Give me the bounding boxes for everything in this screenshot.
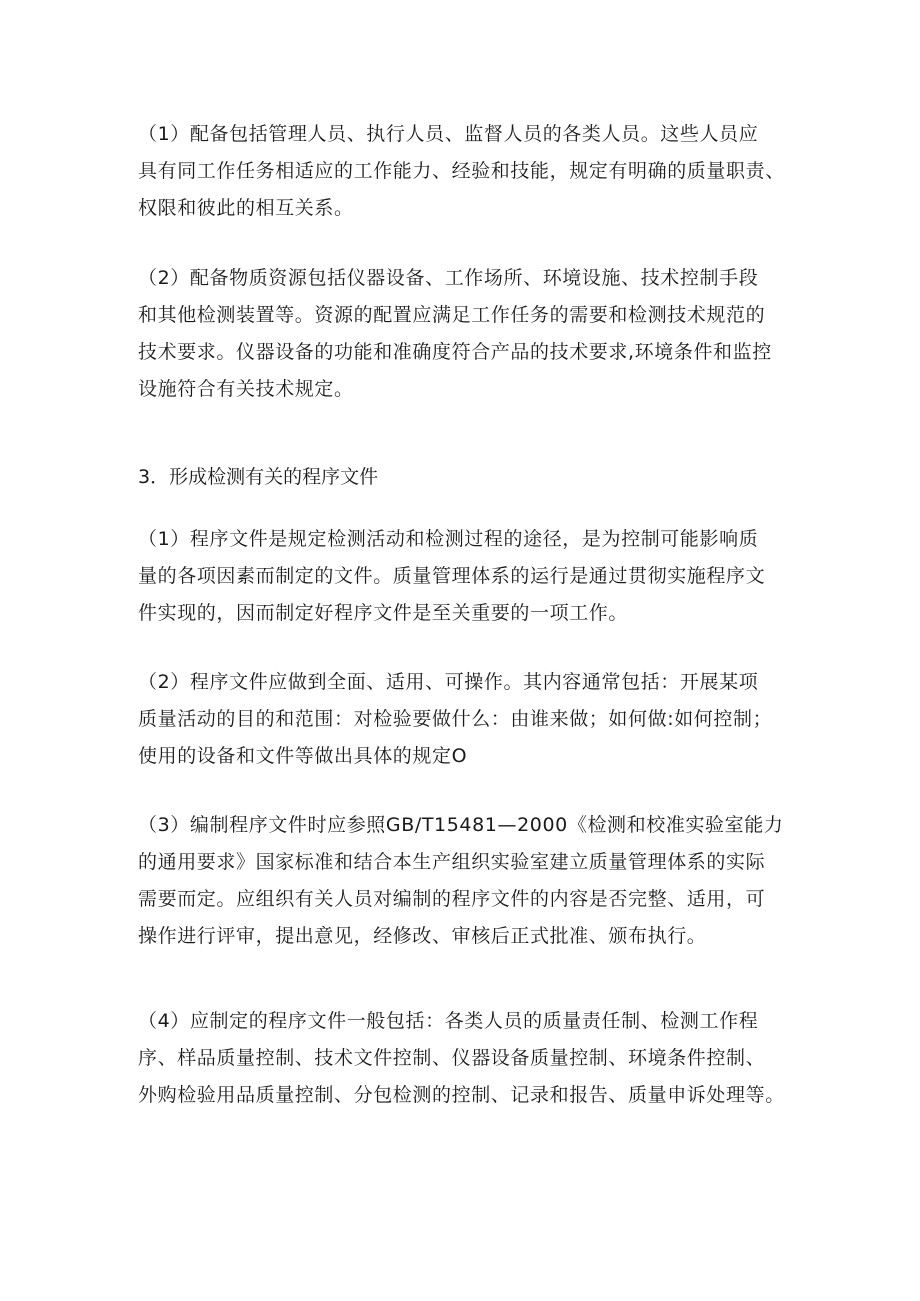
paragraph-procedure-standard (138, 807, 798, 955)
text-line: （4）应制定的程序文件一般包括：各类人员的质量责任制、检测工作程 (138, 1010, 759, 1032)
text-line: 权限和彼此的相互关系。 (138, 197, 354, 219)
text-line: （2）配备物质资源包括仪器设备、工作场所、环境设施、技术控制手段 (138, 267, 759, 289)
text-line: 操作进行评审，提出意见，经修改、审核后正式批准、颁布执行。 (138, 925, 707, 947)
paragraph-procedure-list (138, 1003, 798, 1114)
text-line: 具有同工作任务相适应的工作能力、经验和技能，规定有明确的质量职责、 (138, 160, 785, 182)
text-line: （3）编制程序文件时应参照GB/T15481—2000《检测和校准实验室能力 (138, 814, 784, 836)
text-line: 需要而定。应组织有关人员对编制的程序文件的内容是否完整、适用，可 (138, 888, 766, 910)
text-line: 质量活动的目的和范围：对检验要做什么：由谁来做；如何做:如何控制； (138, 708, 773, 730)
text-line: 使用的设备和文件等做出具体的规定O (138, 745, 468, 767)
text-line: （2）程序文件应做到全面、适用、可操作。其内容通常包括：开展某项 (138, 671, 759, 693)
text-line: 件实现的，因而制定好程序文件是至关重要的一项工作。 (138, 602, 629, 624)
text-line: （1）程序文件是规定检测活动和检测过程的途径，是为控制可能影响质 (138, 528, 759, 550)
text-line: 技术要求。仪器设备的功能和准确度符合产品的技术要求,环境条件和监控 (138, 341, 772, 363)
text-line: 设施符合有关技术规定。 (138, 378, 354, 400)
text-line: （1）配备包括管理人员、执行人员、监督人员的各类人员。这些人员应 (138, 123, 759, 145)
paragraph-procedure-definition (138, 521, 798, 632)
paragraph-personnel (138, 116, 798, 227)
text-line: 序、样品质量控制、技术文件控制、仪器设备质量控制、环境条件控制、 (138, 1047, 766, 1069)
paragraph-resources (138, 260, 798, 408)
text-line: 的通用要求》国家标准和结合本生产组织实验室建立质量管理体系的实际 (138, 851, 766, 873)
paragraph-procedure-content (138, 664, 798, 775)
text-line: 和其他检测装置等。资源的配置应满足工作任务的需要和检测技术规范的 (138, 304, 766, 326)
section-heading: 3．形成检测有关的程序文件 (138, 466, 379, 488)
text-line: 量的各项因素而制定的文件。质量管理体系的运行是通过贯彻实施程序文 (138, 565, 766, 587)
text-line: 外购检验用品质量控制、分包检测的控制、记录和报告、质量申诉处理等。 (138, 1084, 785, 1106)
